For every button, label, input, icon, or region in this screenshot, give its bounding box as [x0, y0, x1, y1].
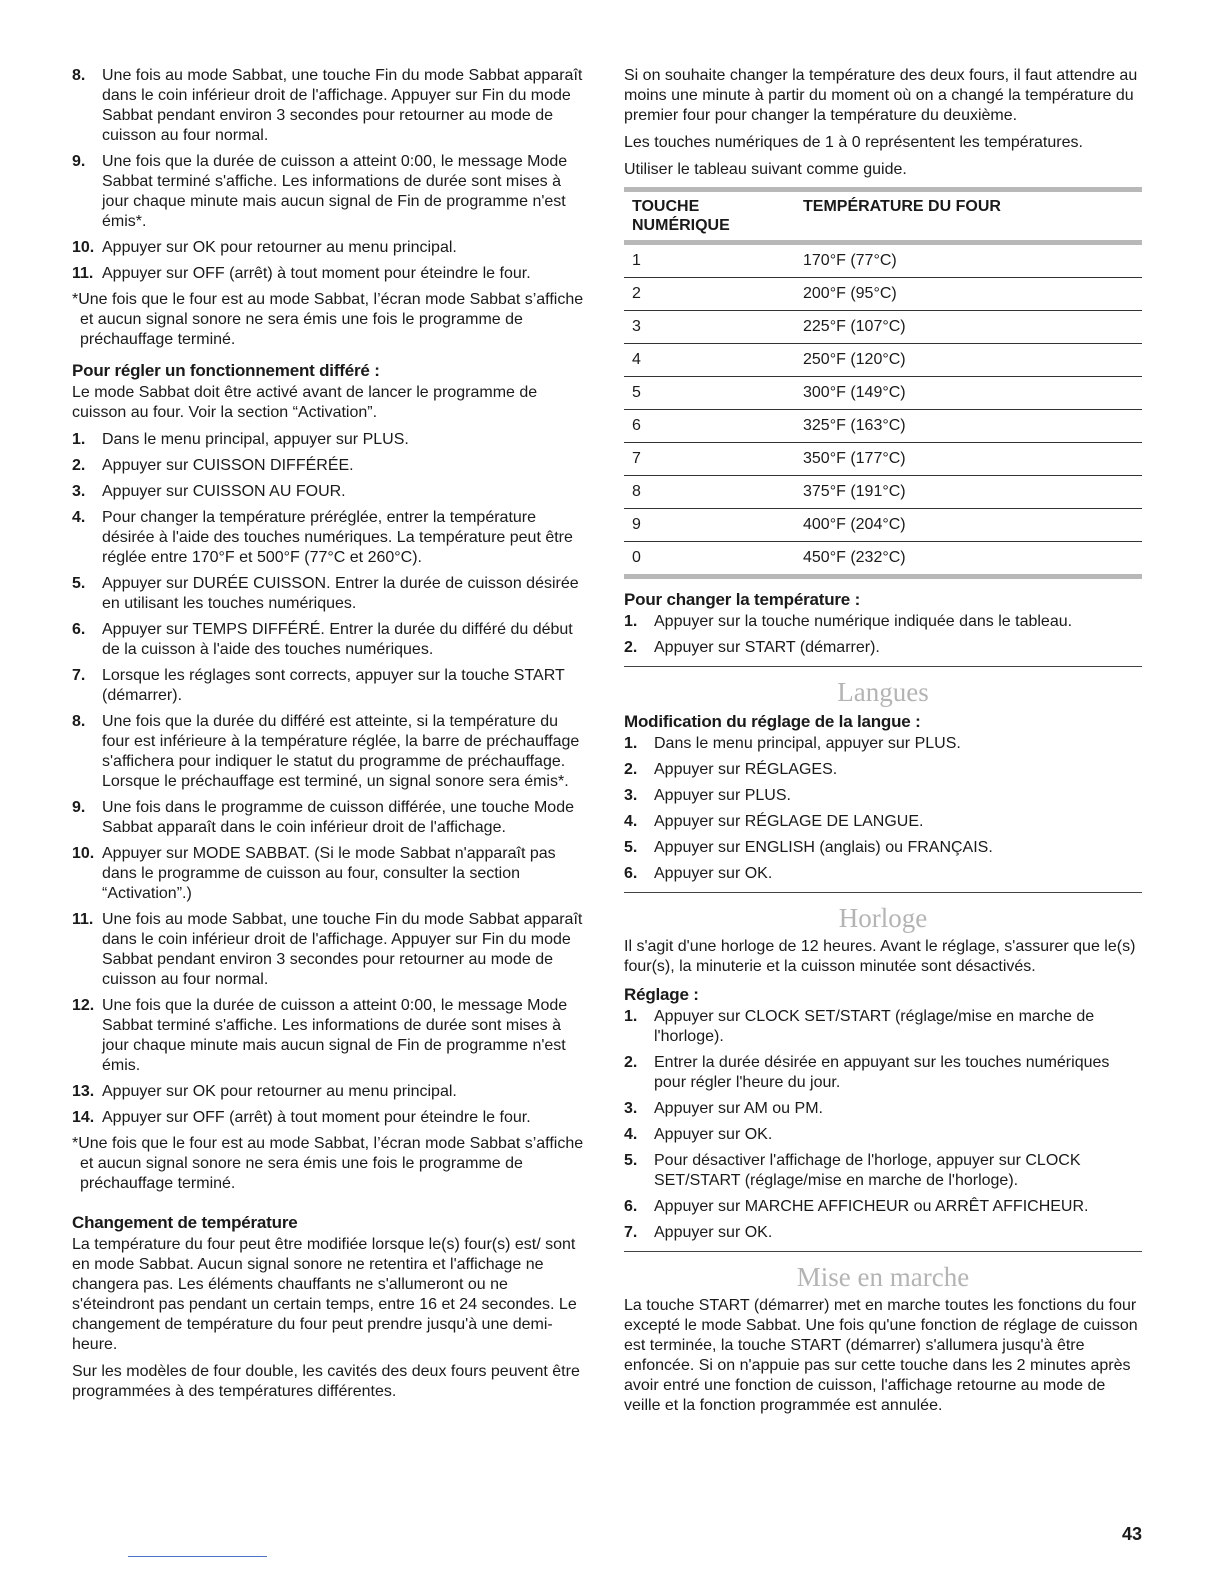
step-text: Une fois que la durée du différé est atteinte, si la température du four est inférieure à la température réglée, la barre de préchauffage s'affichera pour indiquer le statut du programme de préchauffage. Lorsque le préchauffage est terminé, un signal sonore sera émis*. — [102, 713, 580, 790]
step-text: Appuyer sur OK pour retourner au menu principal. — [102, 1083, 457, 1100]
step-text: Dans le menu principal, appuyer sur PLUS. — [102, 431, 409, 448]
sabbat-steps-list — [72, 66, 588, 284]
list-item — [624, 1223, 1142, 1243]
start-paragraph: La touche START (démarrer) met en marche toutes les fonctions du four excepté le mode Sabbat. Une fois qu'une fonction de réglage de cuisson est terminée, la touche START (démarrer) s'allumera jusqu'à être enfoncée. Si on n'appuie pas sur cette touche dans les 2 minutes après avoir entré une fonction de cuisson, l'affichage retourne au mode de veille et la fonction programmée est annulée. — [624, 1297, 1138, 1414]
list-item — [72, 910, 588, 990]
step-text: Appuyer sur START (démarrer). — [654, 639, 880, 656]
step-number: 1. — [624, 735, 638, 752]
list-item — [624, 1197, 1142, 1217]
keys-paragraph: Les touches numériques de 1 à 0 représentent les températures. — [624, 134, 1083, 151]
step-text: Appuyer sur la touche numérique indiquée dans le tableau. — [654, 613, 1073, 630]
heading-temperature-change: Changement de température — [72, 1213, 298, 1232]
list-item — [624, 786, 1142, 806]
list-item — [624, 1099, 1142, 1119]
step-text: Appuyer sur OFF (arrêt) à tout moment pour éteindre le four. — [102, 1109, 531, 1126]
step-text: Appuyer sur OK. — [654, 1224, 773, 1241]
table-row — [624, 509, 1142, 542]
step-number: 11. — [72, 911, 94, 928]
step-text: Appuyer sur DURÉE CUISSON. Entrer la durée de cuisson désirée en utilisant les touches numériques. — [102, 575, 579, 612]
step-text: Appuyer sur CUISSON DIFFÉRÉE. — [102, 457, 354, 474]
column-header-key: TOUCHE NUMÉRIQUE — [624, 190, 795, 243]
step-text: Appuyer sur OK pour retourner au menu principal. — [102, 239, 457, 256]
list-item — [72, 482, 588, 502]
list-item — [72, 430, 588, 450]
cell-temperature: 250°F (120°C) — [795, 344, 1142, 377]
list-item — [624, 838, 1142, 858]
step-number: 6. — [624, 865, 638, 882]
cell-key: 9 — [624, 509, 795, 542]
step-text: Appuyer sur TEMPS DIFFÉRÉ. Entrer la durée du différé du début de la cuisson à l'aide des touches numériques. — [102, 621, 573, 658]
section-title-langues: Langues — [837, 677, 929, 707]
list-item — [72, 508, 588, 568]
cell-key: 5 — [624, 377, 795, 410]
page-number: 43 — [1121, 1524, 1142, 1544]
cell-key: 6 — [624, 410, 795, 443]
footer-link-line — [128, 1556, 267, 1557]
step-number: 5. — [72, 575, 86, 592]
step-number: 7. — [624, 1224, 638, 1241]
heading-clock-setting: Réglage : — [624, 985, 699, 1004]
table-guide-paragraph: Utiliser le tableau suivant comme guide. — [624, 161, 907, 178]
step-number: 6. — [72, 621, 86, 638]
step-text: Appuyer sur AM ou PM. — [654, 1100, 823, 1117]
cell-temperature: 350°F (177°C) — [795, 443, 1142, 476]
left-column — [72, 66, 588, 1409]
cell-temperature: 325°F (163°C) — [795, 410, 1142, 443]
step-text: Appuyer sur OK. — [654, 1126, 773, 1143]
step-number: 8. — [72, 713, 86, 730]
table-row — [624, 278, 1142, 311]
step-number: 3. — [624, 1100, 638, 1117]
step-number: 2. — [72, 457, 86, 474]
cell-temperature: 400°F (204°C) — [795, 509, 1142, 542]
step-number: 9. — [72, 153, 86, 170]
clock-steps — [624, 1007, 1142, 1243]
cell-key: 8 — [624, 476, 795, 509]
step-number: 7. — [72, 667, 86, 684]
step-number: 4. — [624, 1126, 638, 1143]
list-item — [72, 798, 588, 838]
change-temperature-steps — [624, 612, 1142, 658]
step-number: 2. — [624, 639, 638, 656]
cell-key: 3 — [624, 311, 795, 344]
list-item — [72, 1082, 588, 1102]
right-column — [624, 66, 1142, 1423]
temperature-change-paragraph-2: Sur les modèles de four double, les cavités des deux fours peuvent être programmées à des températures différentes. — [72, 1363, 580, 1400]
step-number: 8. — [72, 67, 86, 84]
step-text: Appuyer sur MARCHE AFFICHEUR ou ARRÊT AFFICHEUR. — [654, 1198, 1089, 1215]
list-item — [624, 1007, 1142, 1047]
list-item — [72, 1108, 588, 1128]
step-text: Appuyer sur OFF (arrêt) à tout moment pour éteindre le four. — [102, 265, 531, 282]
table-row — [624, 243, 1142, 278]
step-number: 2. — [624, 1054, 638, 1071]
step-number: 3. — [624, 787, 638, 804]
step-text: Appuyer sur RÉGLAGE DE LANGUE. — [654, 813, 924, 830]
list-item — [72, 456, 588, 476]
cell-temperature: 300°F (149°C) — [795, 377, 1142, 410]
step-number: 1. — [72, 431, 86, 448]
section-title-horloge: Horloge — [838, 903, 928, 933]
list-item — [624, 612, 1142, 632]
section-title-mise-en-marche: Mise en marche — [796, 1262, 970, 1292]
step-text: Appuyer sur OK. — [654, 865, 773, 882]
table-row — [624, 542, 1142, 577]
step-number: 9. — [72, 799, 86, 816]
cell-temperature: 200°F (95°C) — [795, 278, 1142, 311]
list-item — [624, 734, 1142, 754]
list-item — [72, 666, 588, 706]
temperature-table — [624, 187, 1142, 579]
step-number: 4. — [624, 813, 638, 830]
table-row — [624, 344, 1142, 377]
footnote-sabbat: *Une fois que le four est au mode Sabbat, l’écran mode Sabbat s’affiche et aucun signal sonore ne sera émis une fois le programme de préchauffage terminé. — [72, 291, 584, 348]
language-steps — [624, 734, 1142, 884]
cell-key: 7 — [624, 443, 795, 476]
step-text: Dans le menu principal, appuyer sur PLUS. — [654, 735, 961, 752]
step-number: 3. — [72, 483, 86, 500]
step-number: 11. — [72, 265, 94, 282]
list-item — [624, 812, 1142, 832]
list-item — [624, 638, 1142, 658]
step-text: Appuyer sur PLUS. — [654, 787, 791, 804]
list-item — [624, 1125, 1142, 1145]
step-number: 5. — [624, 839, 638, 856]
temperature-change-paragraph-1: La température du four peut être modifiée lorsque le(s) four(s) est/ sont en mode Sabbat. Aucun signal sonore ne retentira et l'affichage ne changera pas. Les éléments chauffants ne s'allumeront ou ne s'éteindront pas pendant un certain temps, entre 16 et 24 secondes. Le changement de température du four peut prendre jusqu'à une demi-heure. — [72, 1236, 577, 1353]
clock-paragraph: Il s'agit d'une horloge de 12 heures. Avant le réglage, s'assurer que le(s) four(s), la minuterie et la cuisson minutée sont désactivés. — [624, 938, 1136, 975]
step-number: 12. — [72, 997, 95, 1014]
step-text: Appuyer sur ENGLISH (anglais) ou FRANÇAIS. — [654, 839, 993, 856]
step-number: 6. — [624, 1198, 638, 1215]
step-text: Appuyer sur CUISSON AU FOUR. — [102, 483, 346, 500]
temperature-table-body — [624, 243, 1142, 577]
divider — [624, 666, 1142, 667]
heading-delayed-operation: Pour régler un fonctionnement différé : — [72, 361, 380, 380]
cell-temperature: 450°F (232°C) — [803, 549, 906, 566]
list-item — [624, 1053, 1142, 1093]
cell-temperature: 375°F (191°C) — [795, 476, 1142, 509]
step-text: Pour changer la température préréglée, entrer la température désirée à l'aide des touches numériques. La température peut être réglée entre 170°F et 500°F (77°C et 260°C). — [102, 509, 573, 566]
step-text: Appuyer sur CLOCK SET/START (réglage/mise en marche de l'horloge). — [654, 1008, 1095, 1045]
column-header-temperature: TEMPÉRATURE DU FOUR — [795, 190, 1142, 243]
cell-temperature: 225°F (107°C) — [795, 311, 1142, 344]
table-row — [624, 377, 1142, 410]
step-text: Une fois dans le programme de cuisson différée, une touche Mode Sabbat apparaît dans le coin inférieur droit de l'affichage. — [102, 799, 574, 836]
step-text: Une fois au mode Sabbat, une touche Fin du mode Sabbat apparaît dans le coin inférieur droit de l'affichage. Appuyer sur Fin du mode Sabbat pendant environ 3 secondes pour retourner au mode de cuisson au four normal. — [102, 67, 583, 144]
step-number: 14. — [72, 1109, 95, 1126]
cell-key: 0 — [632, 549, 641, 566]
step-number: 2. — [624, 761, 638, 778]
table-row — [624, 311, 1142, 344]
list-item — [72, 620, 588, 660]
delayed-steps-list — [72, 430, 588, 1128]
table-row — [624, 443, 1142, 476]
list-item — [624, 1151, 1142, 1191]
step-text: Une fois que la durée de cuisson a atteint 0:00, le message Mode Sabbat terminé s'affiche. Les informations de durée sont mises à jour chaque minute mais aucun signal de Fin de programme n'est émis*. — [102, 153, 568, 230]
list-item — [72, 152, 588, 232]
step-number: 10. — [72, 845, 95, 862]
divider — [624, 1251, 1142, 1252]
table-row — [624, 410, 1142, 443]
step-text: Une fois au mode Sabbat, une touche Fin du mode Sabbat apparaît dans le coin inférieur droit de l'affichage. Appuyer sur Fin du mode Sabbat pendant environ 3 secondes pour retourner au mode de cuisson au four normal. — [102, 911, 583, 988]
table-row — [624, 476, 1142, 509]
list-item — [72, 712, 588, 792]
heading-change-temperature: Pour changer la température : — [624, 590, 861, 609]
list-item — [624, 760, 1142, 780]
step-text: Entrer la durée désirée en appuyant sur les touches numériques pour régler l'heure du jour. — [654, 1054, 1110, 1091]
step-text: Lorsque les réglages sont corrects, appuyer sur la touche START (démarrer). — [102, 667, 565, 704]
step-text: Appuyer sur MODE SABBAT. (Si le mode Sabbat n'apparaît pas dans le programme de cuisson au four, consulter la section “Activation”.) — [102, 845, 556, 902]
list-item — [72, 66, 588, 146]
step-number: 10. — [72, 239, 95, 256]
list-item — [72, 996, 588, 1076]
list-item — [72, 264, 588, 284]
step-number: 1. — [624, 1008, 638, 1025]
cell-key: 2 — [624, 278, 795, 311]
step-number: 5. — [624, 1152, 638, 1169]
step-number: 13. — [72, 1083, 95, 1100]
cell-key: 4 — [624, 344, 795, 377]
step-text: Pour désactiver l'affichage de l'horloge, appuyer sur CLOCK SET/START (réglage/mise en marche de l'horloge). — [654, 1152, 1081, 1189]
cell-key: 1 — [624, 243, 795, 278]
list-item — [72, 238, 588, 258]
double-oven-paragraph: Si on souhaite changer la température des deux fours, il faut attendre au moins une minute à partir du moment où on a changé la température du premier four pour changer la température du deuxième. — [624, 67, 1138, 124]
step-text: Appuyer sur RÉGLAGES. — [654, 761, 838, 778]
heading-language: Modification du réglage de la langue : — [624, 712, 921, 731]
footnote-sabbat-2: *Une fois que le four est au mode Sabbat, l’écran mode Sabbat s’affiche et aucun signal sonore ne sera émis une fois le programme de préchauffage terminé. — [72, 1135, 584, 1192]
cell-temperature: 170°F (77°C) — [795, 243, 1142, 278]
step-text: Une fois que la durée de cuisson a atteint 0:00, le message Mode Sabbat terminé s'affiche. Les informations de durée sont mises à jour chaque minute mais aucun signal de Fin de programme n'est émis. — [102, 997, 568, 1074]
step-number: 1. — [624, 613, 638, 630]
step-number: 4. — [72, 509, 86, 526]
table-header-row — [624, 190, 1142, 243]
list-item — [72, 844, 588, 904]
list-item — [72, 574, 588, 614]
divider — [624, 892, 1142, 893]
delayed-intro: Le mode Sabbat doit être activé avant de lancer le programme de cuisson au four. Voir la section “Activation”. — [72, 384, 538, 421]
list-item — [624, 864, 1142, 884]
